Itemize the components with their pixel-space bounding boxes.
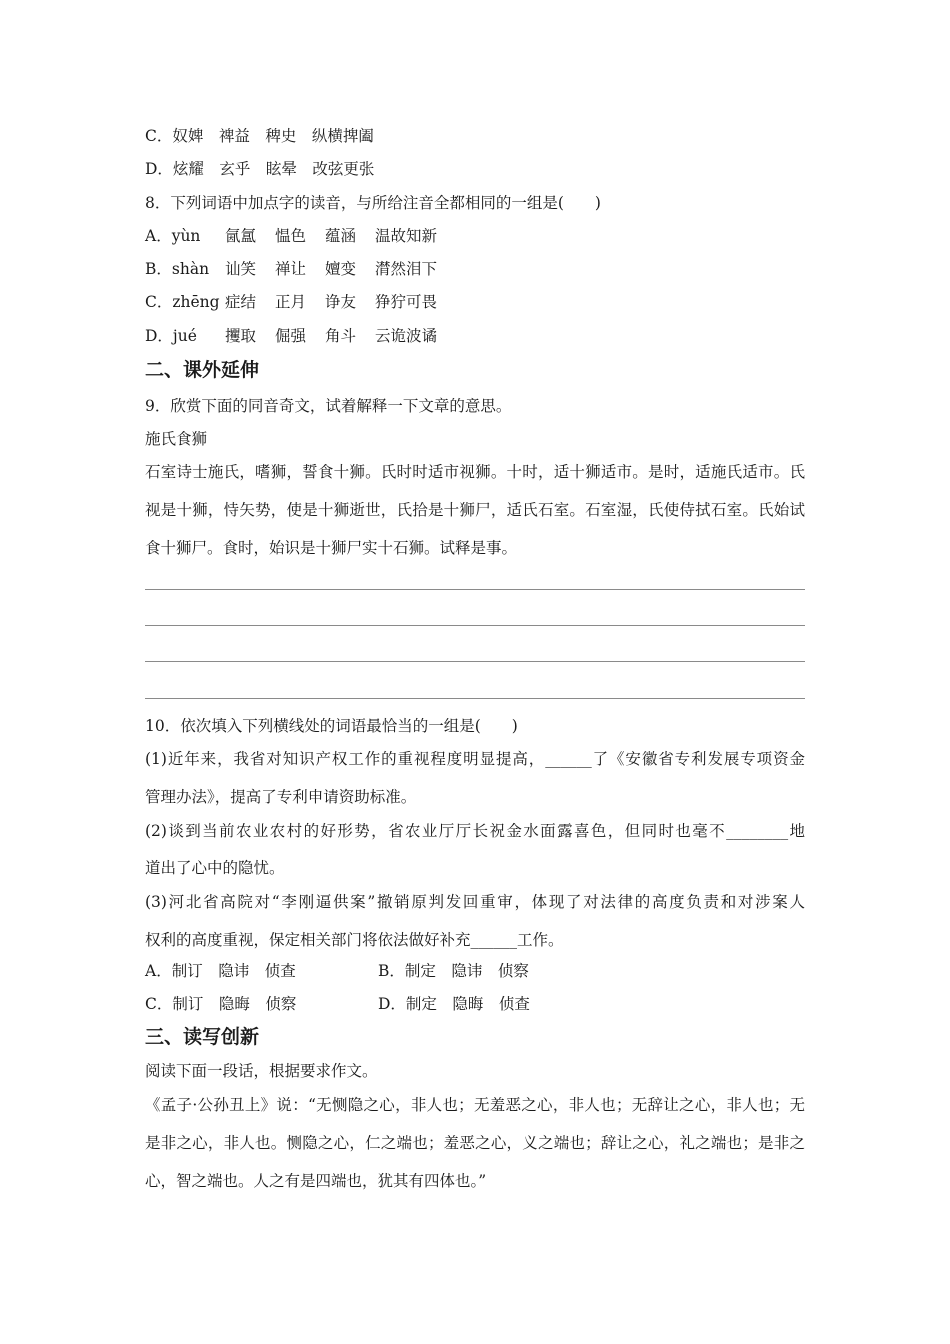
q8-option-d — [145, 326, 437, 346]
q10-option-d: D．制定 隐晦 侦查 — [378, 995, 530, 1013]
option-label: D．jué — [145, 327, 197, 345]
q10-line: (1)近年来，我省对知识产权工作的重视程度明显提高，______了《安徽省专利发展专项资金 — [145, 750, 805, 768]
option-word: 嬗变 — [325, 260, 357, 278]
option-label: A．yùn — [145, 227, 201, 245]
q7-option-d: D．炫耀 玄乎 眩晕 改弦更张 — [145, 160, 375, 178]
option-word: 愠色 — [275, 227, 307, 245]
option-word: 诤友 — [325, 293, 357, 311]
option-word: 潸然泪下 — [375, 260, 438, 278]
q8-stem: 8．下列词语中加点字的读音，与所给注音全都相同的一组是( ) — [145, 194, 601, 212]
q10-line: 道出了心中的隐忧。 — [145, 859, 285, 877]
q10-stem: 10．依次填入下列横线处的词语最恰当的一组是( ) — [145, 717, 518, 735]
option-word: 症结 — [225, 293, 257, 311]
option-word: 正月 — [275, 293, 307, 311]
q10-option-a: A．制订 隐讳 侦查 — [145, 962, 296, 980]
answer-line[interactable] — [145, 589, 805, 590]
quote-line: 是非之心，非人也。恻隐之心，仁之端也；羞恶之心，义之端也；辞让之心，礼之端也；是非之 — [145, 1134, 805, 1152]
q7-option-c: C．奴婢 禆益 稗史 纵横捭阖 — [145, 127, 374, 145]
section3-heading: 三、读写创新 — [145, 1026, 260, 1048]
option-word: 温故知新 — [375, 227, 438, 245]
option-word: 云诡波谲 — [375, 327, 438, 345]
option-word: 狰狞可畏 — [375, 293, 438, 311]
section2-heading: 二、课外延伸 — [145, 359, 260, 381]
answer-line[interactable] — [145, 625, 805, 626]
q10-line: 管理办法》，提高了专利申请资助标准。 — [145, 788, 417, 806]
answer-line[interactable] — [145, 661, 805, 662]
option-word: 倔强 — [275, 327, 307, 345]
option-word: 角斗 — [325, 327, 357, 345]
answer-line[interactable] — [145, 698, 805, 699]
q10-line: 权利的高度重视，保定相关部门将依法做好补充______工作。 — [145, 931, 564, 949]
q10-line: (3)河北省高院对“李刚逼供案”撤销原判发回重审，体现了对法律的高度负责和对涉案人 — [145, 893, 805, 911]
passage-line: 石室诗士施氏，嗜狮，誓食十狮。氏时时适市视狮。十时，适十狮适市。是时，适施氏适市。氏 — [145, 463, 805, 481]
option-label: C．zhēng — [145, 293, 220, 311]
q8-option-b — [145, 259, 437, 279]
option-word: 禅让 — [275, 260, 307, 278]
q10-option-b: B．制定 隐讳 侦察 — [378, 962, 529, 980]
q10-line: (2)谈到当前农业农村的好形势，省农业厅厅长祝金水面露喜色，但同时也毫不________地 — [145, 822, 805, 840]
passage-title: 施氏食狮 — [145, 430, 208, 448]
quote-line: 《孟子·公孙丑上》说：“无恻隐之心，非人也；无羞恶之心，非人也；无辞让之心，非人也；无 — [145, 1096, 805, 1114]
option-word: 蕴涵 — [325, 227, 357, 245]
passage-line: 视是十狮，恃矢势，使是十狮逝世，氏拾是十狮尸，适氏石室。石室湿，氏使侍拭石室。氏始试 — [145, 501, 805, 519]
q8-option-c — [145, 292, 437, 312]
option-word: 讪笑 — [225, 260, 257, 278]
passage-line: 食十狮尸。食时，始识是十狮尸实十石狮。试释是事。 — [145, 539, 518, 557]
q9-stem: 9．欣赏下面的同音奇文，试着解释一下文章的意思。 — [145, 397, 512, 415]
option-word: 攫取 — [225, 327, 257, 345]
q8-option-a — [145, 226, 437, 246]
q10-option-c: C．制订 隐晦 侦察 — [145, 995, 297, 1013]
option-word: 氤氲 — [225, 227, 257, 245]
section3-intro: 阅读下面一段话，根据要求作文。 — [145, 1062, 378, 1080]
option-label: B．shàn — [145, 260, 210, 278]
quote-line: 心，智之端也。人之有是四端也，犹其有四体也。” — [145, 1172, 487, 1190]
